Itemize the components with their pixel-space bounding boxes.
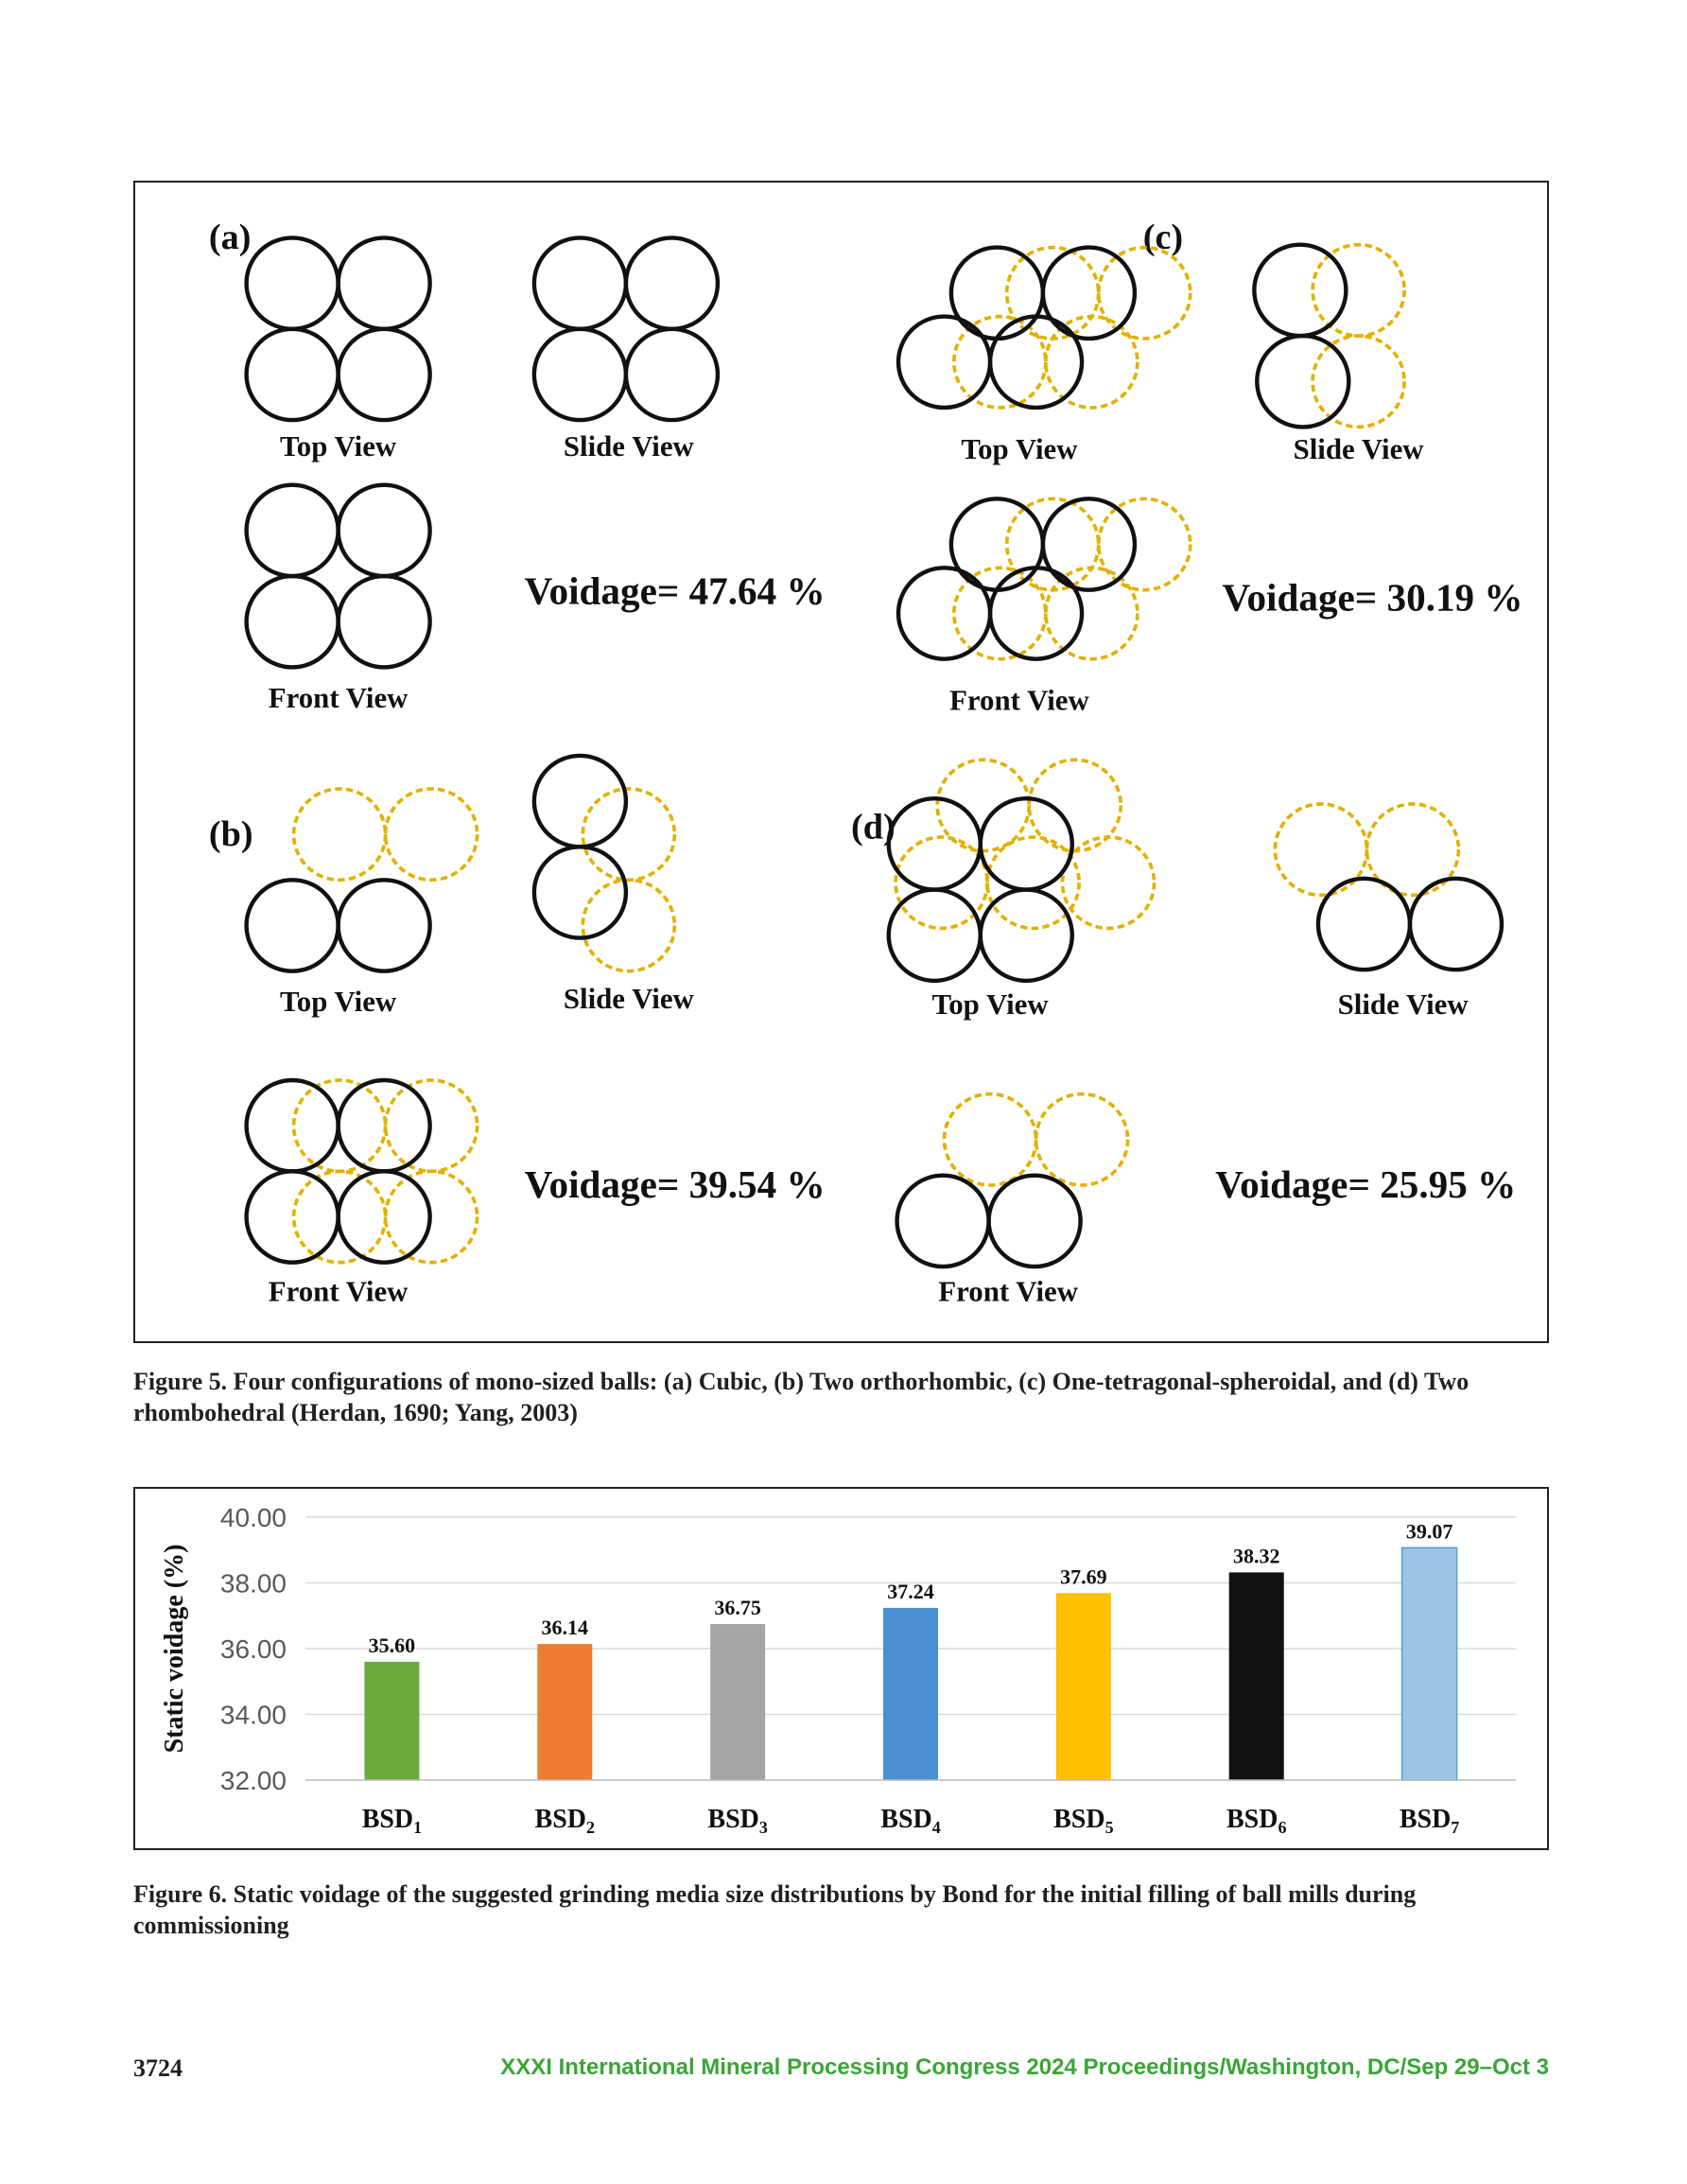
ball-circle [247,576,339,667]
data-label: 37.69 [1060,1564,1107,1589]
ball-circle-dashed [583,880,674,970]
ball-circle [339,329,430,420]
panel-a-slide-view-label: Slide View [563,430,694,463]
panel-b-slide-view-label: Slide View [563,983,694,1016]
ball-circle-dashed [386,789,478,880]
ball-circle [889,890,981,981]
ball-circle [897,1176,989,1267]
ball-circle [534,847,626,937]
ball-circle [626,329,718,420]
panel-b-top-view-label: Top View [280,986,397,1018]
data-label: 37.24 [887,1579,934,1603]
ball-circle [951,498,1043,589]
ball-circle [981,798,1072,889]
x-tick-label: $BSD_3$ [707,1805,768,1837]
panel-d-slide-view-label: Slide View [1337,988,1469,1021]
ball-circle-dashed [1007,498,1099,589]
bar-bsd4 [883,1608,938,1780]
y-tick-label: 34.00 [219,1700,287,1730]
panel-a-top-view-label: Top View [280,430,397,463]
ball-circle-dashed [1062,837,1154,928]
bar-bsd2 [537,1644,592,1780]
ball-circle [1410,879,1502,970]
figure-5-caption [133,1366,1552,1428]
ball-circle [247,237,339,328]
panel-b-voidage: Voidage= 39.54 % [524,1162,826,1207]
ball-circle-dashed [945,1094,1036,1185]
ball-circle [339,576,430,667]
ball-circle [247,329,339,420]
panel-b-label: (b) [208,813,253,854]
panel-a-voidage: Voidage= 47.64 % [524,568,826,613]
bar-bsd5 [1056,1593,1111,1780]
figure-5-content [209,218,1523,1307]
ball-circle [951,248,1043,339]
data-label: 39.07 [1405,1519,1453,1544]
ball-circle-dashed [1313,336,1404,427]
data-label: 35.60 [368,1633,416,1657]
panel-a-front-view-label: Front View [268,681,409,714]
figure-6-caption [133,1878,1552,1941]
ball-circle-dashed [1007,248,1099,339]
ball-circle-dashed [1036,1094,1128,1185]
ball-circle-dashed [1099,498,1191,589]
ball-circle [247,1171,339,1262]
ball-circle-dashed [1313,245,1404,336]
panel-b-front-view-label: Front View [268,1275,409,1308]
ball-circle [339,485,430,576]
bar-bsd1 [364,1662,419,1780]
ball-circle-dashed [294,789,386,880]
y-tick-label: 40.00 [219,1503,287,1532]
figure-5-caption-text: Figure 5. Four configurations of mono-sized balls: (a) Cubic, (b) Two orthorhombic, (c) One-tetragonal-spheroidal, and (d) Two rhombohedral (Herdan, 1690; Yang, 2003) [133,1368,1470,1426]
y-tick-label: 32.00 [219,1766,287,1795]
ball-circle [990,317,1082,408]
ball-circle [1257,336,1348,427]
figure-5-graphic [135,183,1551,1345]
x-tick-label: $BSD_2$ [534,1805,596,1837]
ball-circle [534,237,626,328]
ball-circle [898,568,990,658]
figure-6-chart [133,1487,1549,1850]
x-tick-label: $BSD_1$ [361,1805,423,1837]
ball-circle [339,1080,430,1171]
bar-bsd6 [1229,1572,1284,1780]
ball-circle [534,329,626,420]
panel-c-top-view-label: Top View [961,433,1078,465]
ball-circle [339,237,430,328]
panel-d-label: (d) [851,807,896,847]
y-tick-label: 36.00 [219,1634,287,1664]
ball-circle [981,890,1072,981]
ball-circle [1043,498,1135,589]
ball-circle [989,1176,1081,1267]
x-tick-label: $BSD_6$ [1226,1805,1287,1837]
figure-6-caption-text: Figure 6. Static voidage of the suggested grinding media size distributions by Bond for the initial filling of ball mills during commissioning [133,1880,1417,1939]
data-label: 38.32 [1232,1544,1280,1568]
bar-bsd7 [1402,1547,1457,1780]
x-tick-label: $BSD_4$ [880,1805,941,1837]
data-label: 36.75 [714,1595,761,1619]
panel-d-front-view-label: Front View [938,1275,1079,1308]
ball-circle [1254,245,1346,336]
ball-circle [1318,879,1410,970]
conference-footer: XXXI International Mineral Processing Congress 2024 Proceedings/Washington, DC/Sep 29–Oct 3 [500,2054,1549,2080]
panel-d-voidage: Voidage= 25.95 % [1215,1162,1517,1207]
ball-circle [990,568,1082,658]
panel-a-label: (a) [208,218,252,258]
ball-circle [889,798,981,889]
panel-d-top-view-label: Top View [931,988,1049,1021]
ball-circle [626,237,718,328]
ball-circle [534,756,626,847]
ball-circle-dashed [1099,248,1191,339]
panel-c-slide-view-label: Slide View [1293,433,1424,465]
x-tick-label: $BSD_7$ [1399,1805,1460,1837]
page-number: 3724 [133,2054,183,2082]
panel-c-voidage: Voidage= 30.19 % [1222,575,1523,620]
data-label: 36.14 [541,1616,589,1640]
y-axis-label: Static voidage (%) [160,1544,189,1754]
bar-chart [135,1489,1551,1852]
ball-circle [247,1080,339,1171]
figure-5-panel [133,181,1549,1343]
ball-circle [339,880,430,970]
ball-circle [898,317,990,408]
ball-circle [247,880,339,970]
x-tick-label: $BSD_5$ [1053,1805,1114,1837]
ball-circle [247,485,339,576]
ball-circle [1043,248,1135,339]
ball-circle-dashed [583,789,674,880]
y-tick-label: 38.00 [219,1568,287,1599]
panel-c-front-view-label: Front View [949,684,1089,717]
panel-c-label: (c) [1142,218,1184,258]
bar-bsd3 [710,1624,765,1780]
